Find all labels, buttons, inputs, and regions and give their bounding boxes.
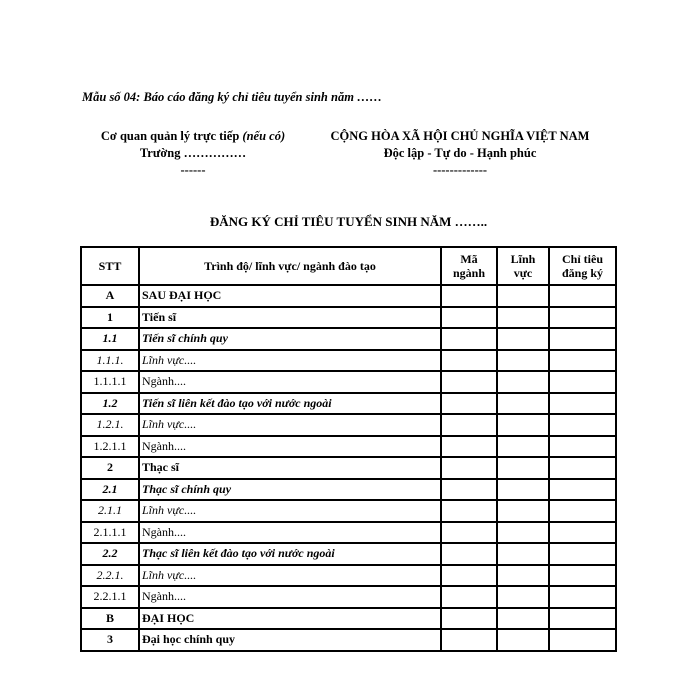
- document-title: ĐĂNG KÝ CHỈ TIÊU TUYỂN SINH NĂM ……..: [209, 214, 488, 229]
- header-code-line1: Mã: [460, 252, 478, 266]
- table-row: [81, 393, 616, 415]
- row-code-cell: [441, 285, 497, 307]
- row-quota-cell: [549, 457, 616, 479]
- row-quota-cell: [549, 414, 616, 436]
- table-row: [81, 608, 616, 630]
- row-name: Đại học chính quy: [139, 629, 441, 651]
- agency-line: [80, 128, 306, 145]
- table-row: [81, 543, 616, 565]
- row-stt: 2.1.1.1: [81, 522, 139, 544]
- table-row: [81, 350, 616, 372]
- row-quota-cell: [549, 285, 616, 307]
- row-code-cell: [441, 522, 497, 544]
- header-field: Trình độ/ lĩnh vực/ ngành đào tạo: [139, 247, 441, 285]
- row-quota-cell: [549, 586, 616, 608]
- row-name: ĐẠI HỌC: [139, 608, 441, 630]
- table-row: [81, 371, 616, 393]
- header-area-line1: Lĩnh: [510, 252, 536, 266]
- national-motto: Độc lập - Tự do - Hạnh phúc: [383, 146, 537, 160]
- row-quota-cell: [549, 629, 616, 651]
- row-stt: 1.1: [81, 328, 139, 350]
- row-name: Lĩnh vực....: [139, 350, 441, 372]
- table-row: [81, 328, 616, 350]
- row-stt: 1.1.1.1: [81, 371, 139, 393]
- row-quota-cell: [549, 350, 616, 372]
- table-row: [81, 522, 616, 544]
- row-name: Ngành....: [139, 436, 441, 458]
- row-area-cell: [497, 608, 549, 630]
- row-area-cell: [497, 436, 549, 458]
- table-row: [81, 629, 616, 651]
- row-area-cell: [497, 350, 549, 372]
- header-area: [497, 247, 549, 285]
- row-quota-cell: [549, 371, 616, 393]
- row-area-cell: [497, 328, 549, 350]
- agency-suffix: (nếu có): [242, 129, 286, 143]
- agency-header: [80, 128, 306, 179]
- row-area-cell: [497, 371, 549, 393]
- row-quota-cell: [549, 565, 616, 587]
- row-area-cell: [497, 522, 549, 544]
- row-quota-cell: [549, 393, 616, 415]
- table-row: [81, 285, 616, 307]
- row-stt: 2.2: [81, 543, 139, 565]
- row-stt: A: [81, 285, 139, 307]
- row-code-cell: [441, 414, 497, 436]
- row-stt: 1.2: [81, 393, 139, 415]
- national-header: [310, 128, 610, 179]
- table-row: [81, 414, 616, 436]
- row-code-cell: [441, 565, 497, 587]
- row-stt: 2.1: [81, 479, 139, 501]
- row-area-cell: [497, 629, 549, 651]
- row-code-cell: [441, 393, 497, 415]
- row-quota-cell: [549, 543, 616, 565]
- row-quota-cell: [549, 436, 616, 458]
- table-row: [81, 479, 616, 501]
- row-name: Lĩnh vực....: [139, 565, 441, 587]
- row-area-cell: [497, 586, 549, 608]
- row-stt: B: [81, 608, 139, 630]
- country-name: CỘNG HÒA XÃ HỘI CHỦ NGHĨA VIỆT NAM: [330, 129, 590, 143]
- table-row: [81, 500, 616, 522]
- header-quota-line1: Chỉ tiêu: [561, 252, 603, 266]
- row-area-cell: [497, 414, 549, 436]
- row-name: Lĩnh vực....: [139, 414, 441, 436]
- row-code-cell: [441, 586, 497, 608]
- national-dashes: -------------: [432, 163, 488, 177]
- row-code-cell: [441, 371, 497, 393]
- row-code-cell: [441, 629, 497, 651]
- header-code-line2: ngành: [452, 266, 486, 280]
- header-stt: STT: [81, 247, 139, 285]
- agency-dashes: ------: [180, 163, 206, 177]
- row-code-cell: [441, 350, 497, 372]
- row-stt: 3: [81, 629, 139, 651]
- row-name: SAU ĐẠI HỌC: [139, 285, 441, 307]
- row-code-cell: [441, 500, 497, 522]
- row-area-cell: [497, 457, 549, 479]
- header-quota: [549, 247, 616, 285]
- row-name: Tiến sĩ liên kết đào tạo với nước ngoài: [139, 393, 441, 415]
- row-quota-cell: [549, 307, 616, 329]
- row-code-cell: [441, 436, 497, 458]
- table-row: [81, 436, 616, 458]
- row-stt: 1: [81, 307, 139, 329]
- table-row: [81, 457, 616, 479]
- row-name: Thạc sĩ chính quy: [139, 479, 441, 501]
- row-name: Lĩnh vực....: [139, 500, 441, 522]
- row-stt: 1.2.1.: [81, 414, 139, 436]
- row-area-cell: [497, 565, 549, 587]
- table-row: [81, 565, 616, 587]
- row-area-cell: [497, 543, 549, 565]
- row-name: Ngành....: [139, 586, 441, 608]
- row-stt: 1.2.1.1: [81, 436, 139, 458]
- row-name: Tiến sĩ chính quy: [139, 328, 441, 350]
- row-code-cell: [441, 543, 497, 565]
- row-code-cell: [441, 479, 497, 501]
- row-name: Ngành....: [139, 522, 441, 544]
- table-header-row: [81, 247, 616, 285]
- table-row: [81, 586, 616, 608]
- registration-table: [80, 246, 617, 652]
- row-code-cell: [441, 328, 497, 350]
- row-area-cell: [497, 479, 549, 501]
- row-name: Thạc sĩ: [139, 457, 441, 479]
- form-label: Mẫu số 04: Báo cáo đăng ký chỉ tiêu tuyển sinh năm ……: [82, 90, 383, 104]
- row-quota-cell: [549, 328, 616, 350]
- row-name: Tiến sĩ: [139, 307, 441, 329]
- row-name: Thạc sĩ liên kết đào tạo với nước ngoài: [139, 543, 441, 565]
- row-area-cell: [497, 307, 549, 329]
- row-stt: 2.1.1: [81, 500, 139, 522]
- row-name: Ngành....: [139, 371, 441, 393]
- row-code-cell: [441, 457, 497, 479]
- row-quota-cell: [549, 522, 616, 544]
- table-row: [81, 307, 616, 329]
- row-area-cell: [497, 500, 549, 522]
- row-stt: 2.2.1.1: [81, 586, 139, 608]
- row-area-cell: [497, 393, 549, 415]
- row-code-cell: [441, 608, 497, 630]
- row-quota-cell: [549, 479, 616, 501]
- header-area-line2: vực: [513, 266, 533, 280]
- row-code-cell: [441, 307, 497, 329]
- header-code: [441, 247, 497, 285]
- agency-prefix: Cơ quan quản lý trực tiếp: [100, 129, 243, 143]
- row-stt: 2: [81, 457, 139, 479]
- row-stt: 1.1.1.: [81, 350, 139, 372]
- row-stt: 2.2.1.: [81, 565, 139, 587]
- row-area-cell: [497, 285, 549, 307]
- header-quota-line2: đăng ký: [561, 266, 604, 280]
- row-quota-cell: [549, 608, 616, 630]
- school-line: Trường ……………: [139, 146, 247, 160]
- table-body: [81, 285, 616, 651]
- row-quota-cell: [549, 500, 616, 522]
